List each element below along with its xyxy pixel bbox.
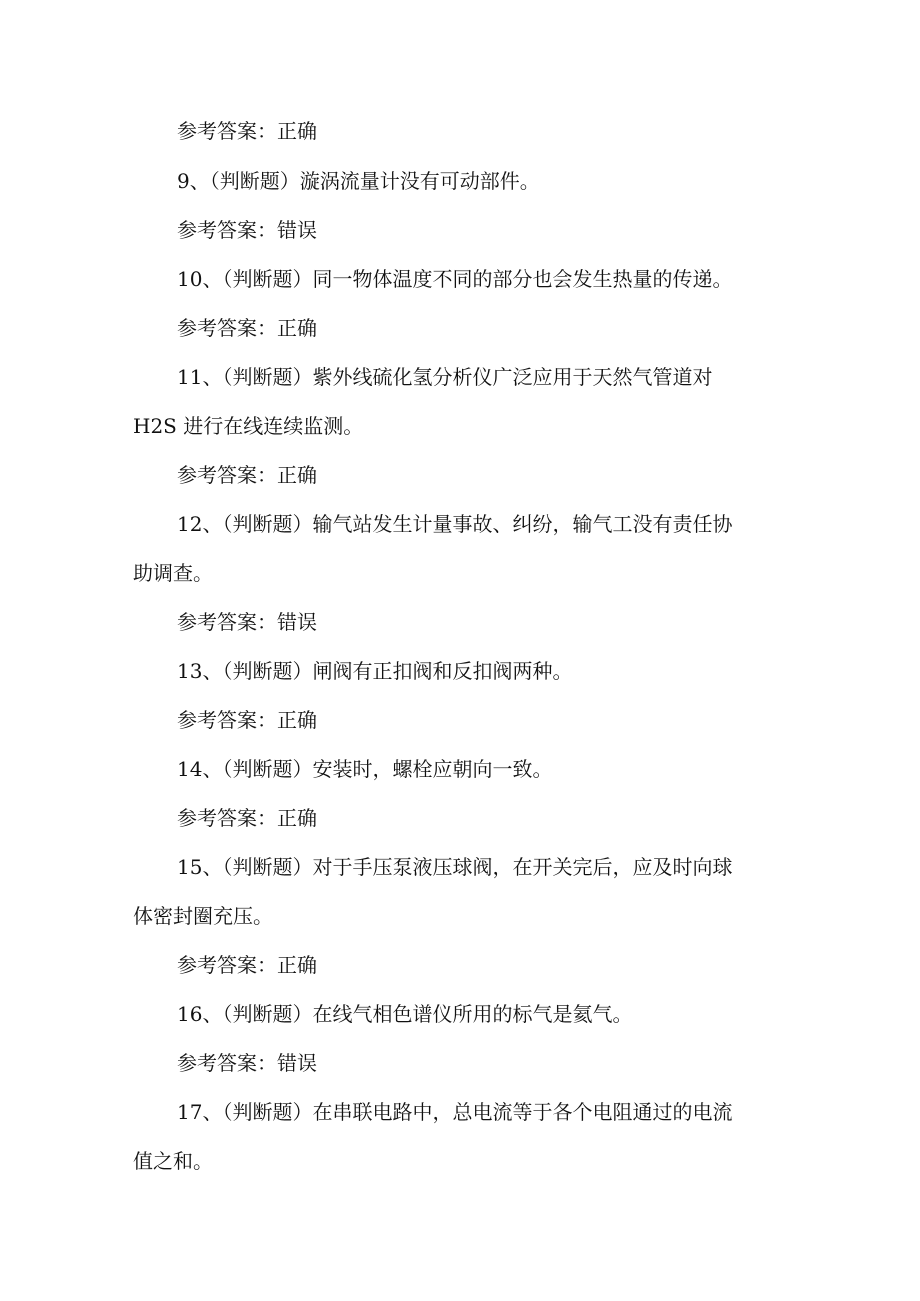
question-10: 10、（判断题）同一物体温度不同的部分也会发生热量的传递。: [177, 267, 733, 291]
question-9: 9、（判断题）漩涡流量计没有可动部件。: [177, 169, 540, 193]
question-11: 11、（判断题）紫外线硫化氢分析仪广泛应用于天然气管道对: [177, 365, 713, 389]
question-17: 17、（判断题）在串联电路中，总电流等于各个电阻通过的电流: [177, 1100, 733, 1124]
question-12: 12、（判断题）输气站发生计量事故、纠纷，输气工没有责任协: [177, 512, 733, 536]
answer-13: 参考答案：正确: [177, 708, 317, 732]
answer-9: 参考答案：错误: [177, 218, 317, 242]
answer-11: 参考答案：正确: [177, 463, 317, 487]
answer-12: 参考答案：错误: [177, 610, 317, 634]
question-15-cont: 体密封圈充压。: [133, 904, 273, 928]
question-12-cont: 助调查。: [133, 561, 213, 585]
question-14: 14、（判断题）安装时，螺栓应朝向一致。: [177, 757, 553, 781]
question-11-cont: H2S 进行在线连续监测。: [133, 414, 364, 438]
question-15: 15、（判断题）对于手压泵液压球阀，在开关完后，应及时向球: [177, 855, 733, 879]
question-17-cont: 值之和。: [133, 1149, 213, 1173]
question-13: 13、（判断题）闸阀有正扣阀和反扣阀两种。: [177, 659, 573, 683]
answer-15: 参考答案：正确: [177, 953, 317, 977]
answer-8: 参考答案：正确: [177, 119, 317, 143]
question-16: 16、（判断题）在线气相色谱仪所用的标气是氦气。: [177, 1002, 633, 1026]
answer-10: 参考答案：正确: [177, 316, 317, 340]
answer-16: 参考答案：错误: [177, 1051, 317, 1075]
answer-14: 参考答案：正确: [177, 806, 317, 830]
